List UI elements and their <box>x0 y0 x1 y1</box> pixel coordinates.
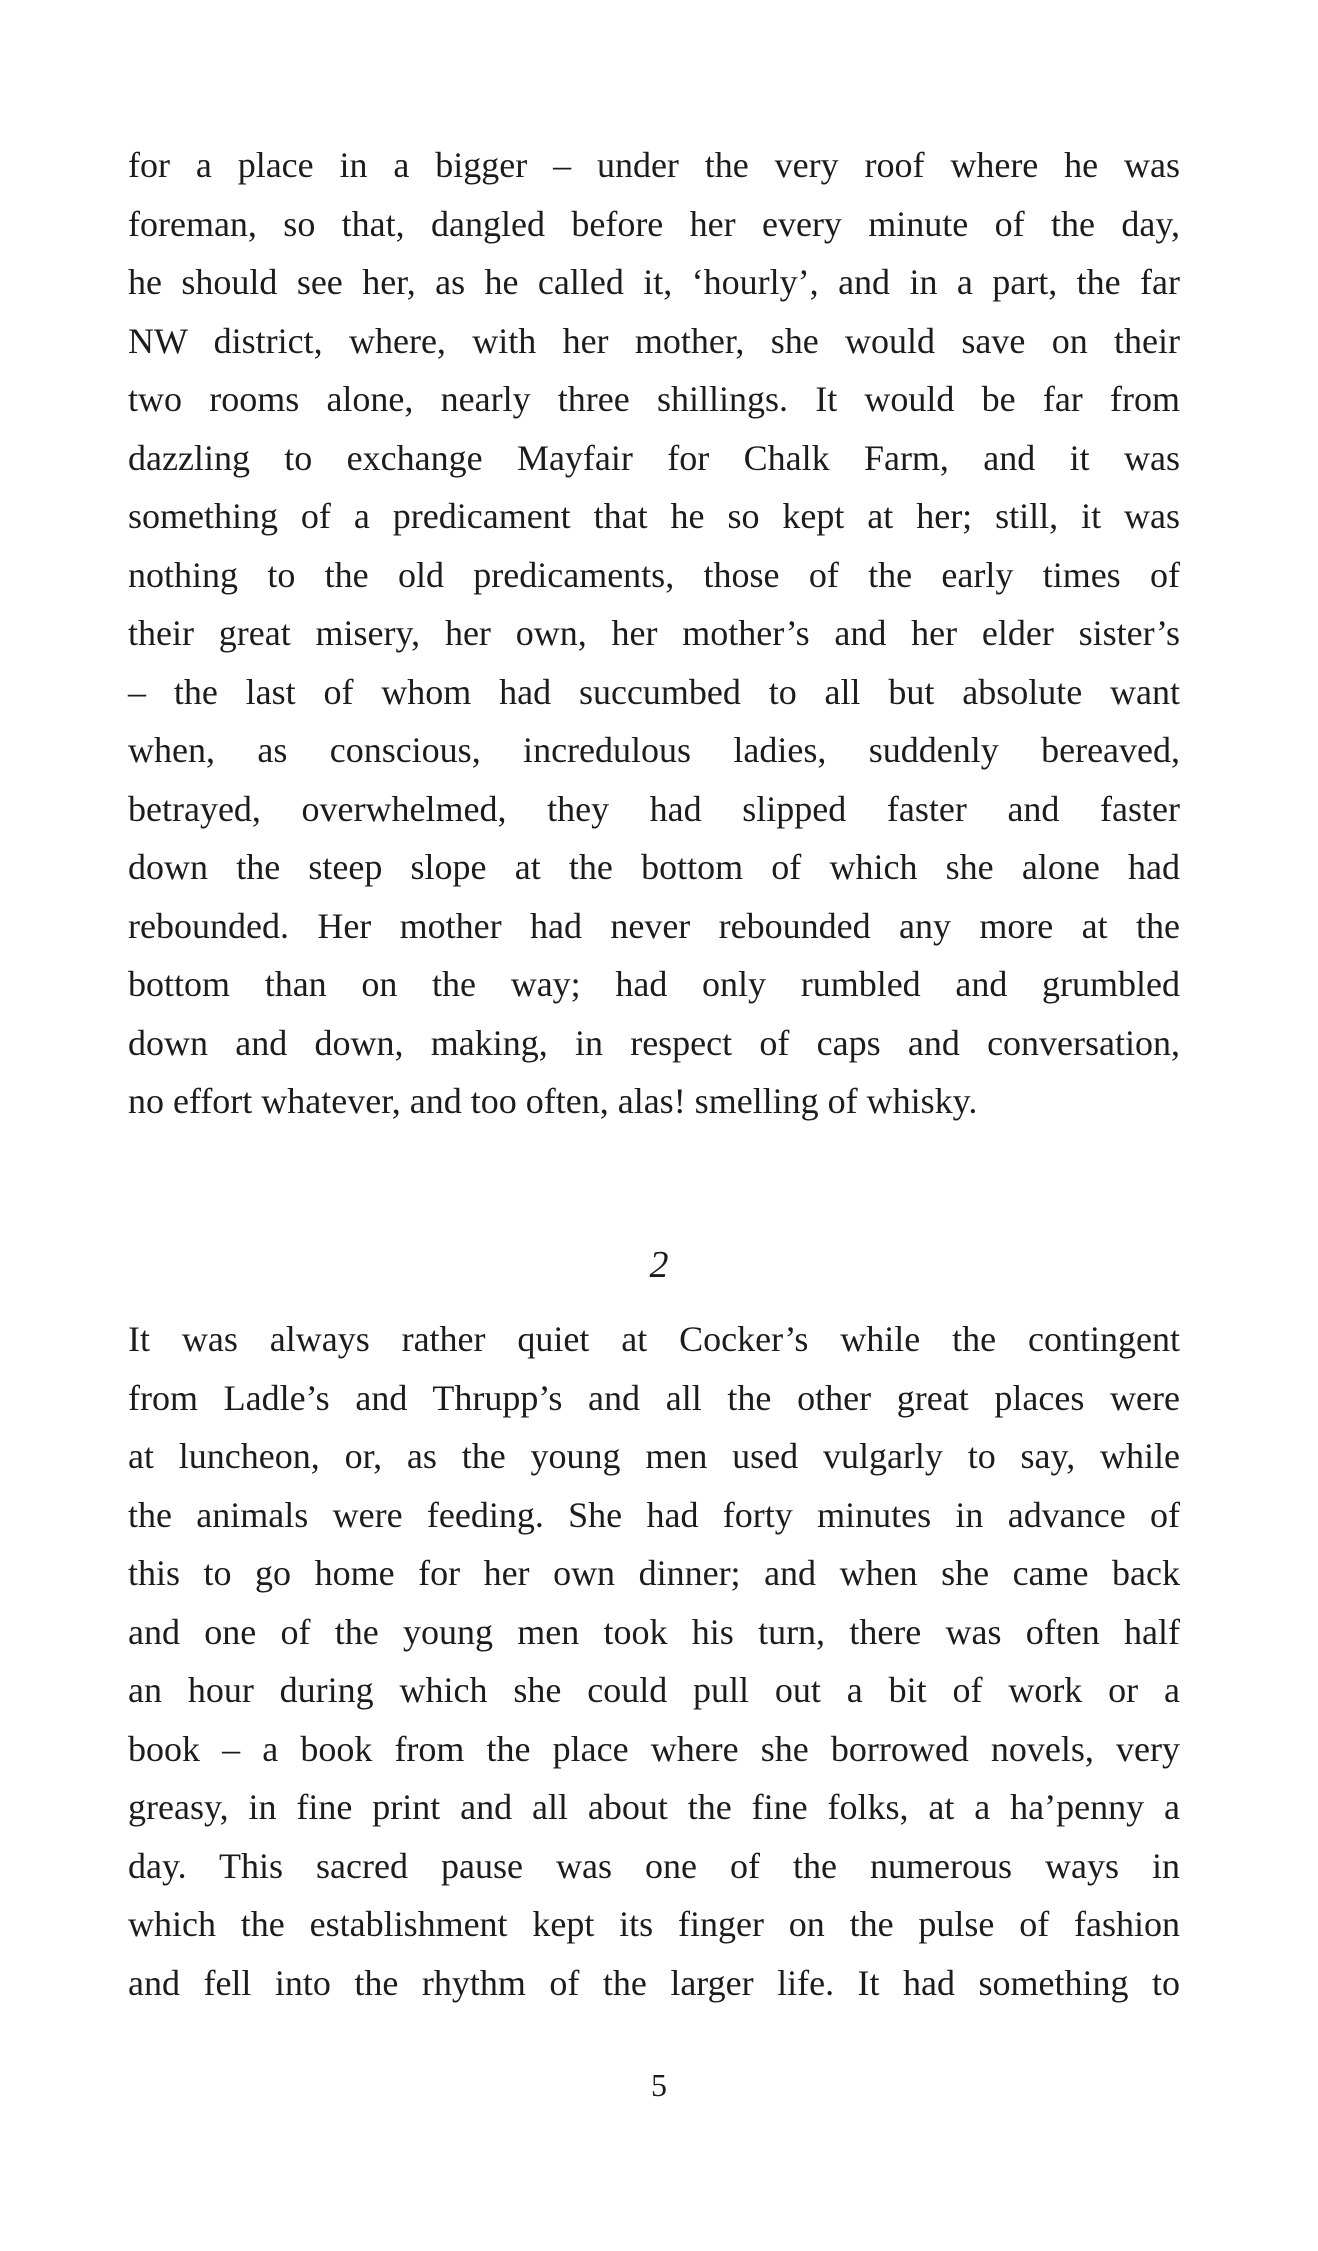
text-line: two rooms alone, nearly three shillings. It would be far from <box>128 379 1180 419</box>
page-number: 5 <box>651 2067 667 2103</box>
text-line: and one of the young men took his turn, there was often half <box>128 1611 1180 1652</box>
text-line: day. This sacred pause was one of the numerous ways in <box>128 1845 1180 1886</box>
text-line: when, as conscious, incredulous ladies, suddenly bereaved, <box>128 730 1180 770</box>
text-line: book – a book from the place where she borrowed novels, very <box>128 1728 1180 1769</box>
text-line: dazzling to exchange Mayfair for Chalk Farm, and it was <box>128 437 1180 478</box>
text-line: something of a predicament that he so kept at her; still, it was <box>128 496 1180 536</box>
text-line: an hour during which she could pull out a bit of work or a <box>128 1670 1180 1710</box>
text-line: at luncheon, or, as the young men used vulgarly to say, while <box>128 1436 1180 1476</box>
text-line: NW district, where, with her mother, she would save on their <box>128 320 1180 361</box>
text-line: and fell into the rhythm of the larger life. It had something to <box>128 1962 1180 2003</box>
text-line: down and down, making, in respect of caps and conversation, <box>128 1022 1180 1063</box>
text-line: nothing to the old predicaments, those of the early times of <box>128 554 1180 595</box>
chapter-paragraph <box>128 1310 1180 2012</box>
text-line: greasy, in fine print and all about the fine folks, at a ha’penny a <box>128 1787 1180 1827</box>
text-line: the animals were feeding. She had forty minutes in advance of <box>128 1494 1180 1535</box>
text-line: he should see her, as he called it, ‘hourly’, and in a part, the far <box>128 262 1180 302</box>
text-line: this to go home for her own dinner; and when she came back <box>128 1553 1180 1593</box>
text-line: betrayed, overwhelmed, they had slipped faster and faster <box>128 788 1180 829</box>
text-line: no effort whatever, and too often, alas! smelling of whisky. <box>128 1081 978 1121</box>
text-line: It was always rather quiet at Cocker’s while the contingent <box>128 1319 1180 1359</box>
text-line: – the last of whom had succumbed to all but absolute want <box>128 671 1180 712</box>
text-line: which the establishment kept its finger on the pulse of fashion <box>128 1904 1180 1944</box>
paragraph-continued <box>128 136 1180 1131</box>
text-line: their great misery, her own, her mother’s and her elder sister’s <box>128 613 1180 653</box>
text-line: bottom than on the way; had only rumbled and grumbled <box>128 964 1180 1004</box>
text-line: from Ladle’s and Thrupp’s and all the other great places were <box>128 1377 1180 1418</box>
text-line: foreman, so that, dangled before her every minute of the day, <box>128 203 1180 244</box>
text-line: rebounded. Her mother had never rebounded any more at the <box>128 905 1180 946</box>
text-line: for a place in a bigger – under the very roof where he was <box>128 145 1180 185</box>
chapter-number: 2 <box>649 1244 669 1286</box>
text-line: down the steep slope at the bottom of which she alone had <box>128 847 1180 887</box>
